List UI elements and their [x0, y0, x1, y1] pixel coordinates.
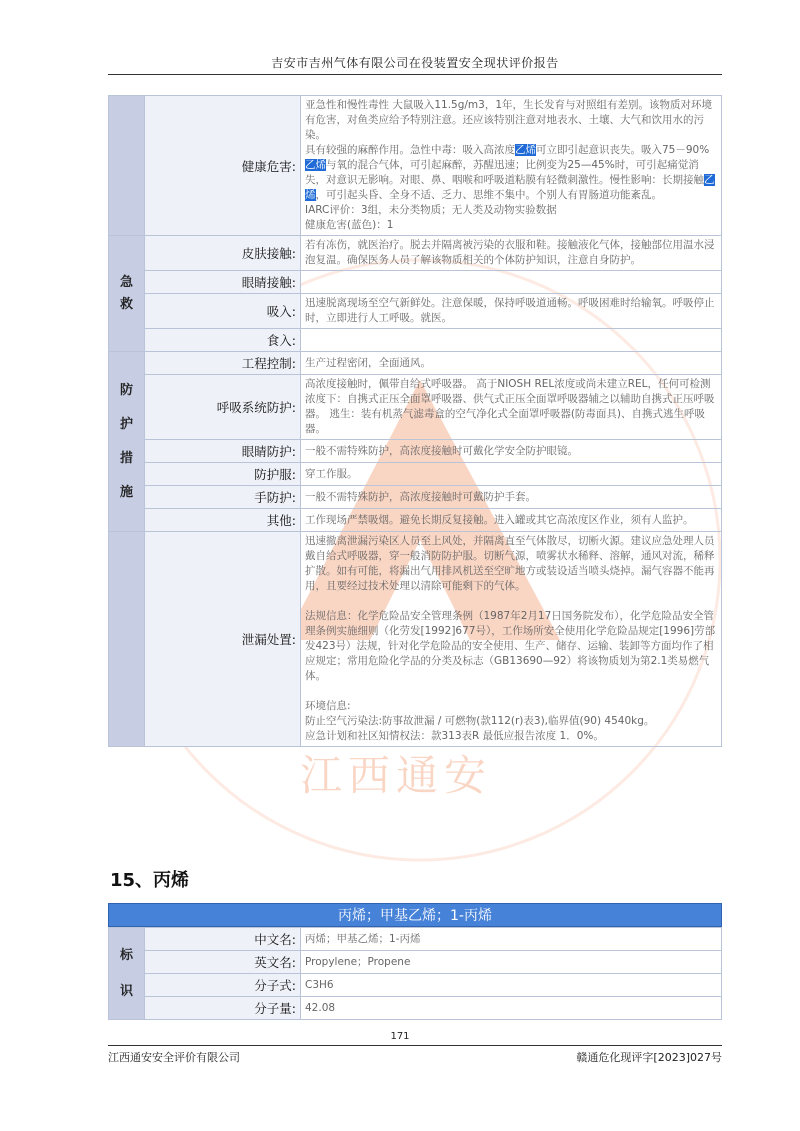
health-p2-b: 可立即引起意识丧失。吸入75－90% — [536, 144, 710, 156]
id-row-1 — [109, 928, 722, 951]
respiratory-protection-label: 呼吸系统防护: — [145, 375, 301, 440]
protection-row-1 — [109, 352, 722, 375]
protection-row-6 — [109, 509, 722, 532]
id-cat-char: 标 — [119, 947, 133, 963]
other-protection-value: 工作现场严禁吸烟。避免长期反复接触。进入罐或其它高浓度区作业，须有人监护。 — [301, 509, 722, 532]
first-aid-row-4 — [109, 329, 722, 352]
propylene-table-header: 丙烯；甲基乙烯；1-丙烯 — [108, 903, 722, 927]
first-aid-row-1 — [109, 236, 722, 271]
eye-contact-value — [301, 271, 722, 294]
health-p2-c: 与氧的混合气体，可引起麻醉，苏醒迅速；比例变为25—45%时，可引起痛觉消失，对意识无影响。对眼、鼻、咽喉和呼吸道粘膜有轻微刺激性。慢性影响：长期接触 — [305, 159, 704, 186]
hand-protection-value: 一般不需特殊防护，高浓度接触时可戴防护手套。 — [301, 486, 722, 509]
protection-cat-char: 护 — [119, 416, 133, 432]
spill-category-cell — [109, 532, 145, 747]
formula-label: 分子式: — [145, 974, 301, 997]
spill-row — [109, 532, 722, 747]
english-name-value: Propylene；Propene — [301, 951, 722, 974]
english-name-label: 英文名: — [145, 951, 301, 974]
first-aid-category — [109, 236, 145, 352]
skin-contact-value: 若有冻伤，就医治疗。脱去并隔离被污染的衣服和鞋。接触液化气体，接触部位用温水浸泡复温。确保医务人员了解该物质相关的个体防护知识，注意自身防护。 — [301, 236, 722, 271]
stamp-text: 江西通安 — [300, 751, 493, 800]
protection-cat-char: 防 — [119, 382, 133, 398]
header-divider — [108, 74, 722, 75]
health-category-cell — [109, 96, 145, 236]
identification-category — [109, 928, 145, 1020]
molecular-weight-value: 42.08 — [301, 997, 722, 1020]
footer-company: 江西通安安全评价有限公司 — [108, 1051, 240, 1064]
chinese-name-value: 丙烯；甲基乙烯；1-丙烯 — [301, 928, 722, 951]
protection-row-3 — [109, 440, 722, 463]
msds-table-upper — [108, 95, 722, 747]
inhalation-value: 迅速脱离现场至空气新鲜处。注意保暖，保持呼吸道通畅。呼吸困难时给输氧。呼吸停止时，立即进行人工呼吸。就医。 — [301, 294, 722, 329]
id-row-4 — [109, 997, 722, 1020]
health-p4: 健康危害(蓝色)：1 — [305, 219, 394, 231]
protective-clothing-label: 防护服: — [145, 463, 301, 486]
health-p1: 亚急性和慢性毒性 大鼠吸入11.5g/m3，1年，生长发育与对照组有差别。该物质对环境有危害，对鱼类应给予特别注意。还应该特别注意对地表水、土壤、大气和饮用水的污染。 — [305, 99, 713, 141]
chinese-name-label: 中文名: — [145, 928, 301, 951]
id-cat-char: 识 — [119, 983, 133, 999]
eye-protection-value: 一般不需特殊防护，高浓度接触时可戴化学安全防护眼镜。 — [301, 440, 722, 463]
first-aid-row-3 — [109, 294, 722, 329]
protection-row-5 — [109, 486, 722, 509]
health-p3: IARC评价：3组，未分类物质；无人类及动物实验数据 — [305, 204, 557, 216]
highlight-ethylene-3: 乙烯 — [305, 174, 715, 201]
protection-category — [109, 352, 145, 532]
spill-p3: 环境信息: — [305, 700, 351, 712]
spill-p2: 法规信息：化学危险品安全管理条例（1987年2月17日国务院发布），化学危险品安全管理条例实施细则（化劳发[1992]677号），工作场所安全使用化学危险品规定[1996]劳部发423号）法规，针对化学危险品的安全使用、生产、储存、运输、装卸等方面均作了相应规定；常用危险化学品的分类及标志（GB13690—92）将该物质划为第2.1类易燃气体。 — [305, 610, 716, 682]
spill-p4: 防止空气污染法:防事故泄漏 / 可燃物(款112(r)表3),临界值(90) 4540kg。 — [305, 715, 655, 727]
spill-value — [301, 532, 722, 747]
other-protection-label: 其他: — [145, 509, 301, 532]
eye-protection-label: 眼睛防护: — [145, 440, 301, 463]
engineering-control-label: 工程控制: — [145, 352, 301, 375]
hand-protection-label: 手防护: — [145, 486, 301, 509]
spill-p1: 迅速撤离泄漏污染区人员至上风处，并隔离直至气体散尽，切断火源。建议应急处理人员戴自给式呼吸器，穿一般消防防护服。切断气源，喷雾状水稀释、溶解，通风对流，稀释扩散。如有可能，将漏出气用排风机送至空旷地方或装设适当喷头烧掉。漏气容器不能再用，且要经过技术处理以清除可能剩下的气体。 — [305, 535, 715, 592]
molecular-weight-label: 分子量: — [145, 997, 301, 1020]
section-title: 15、丙烯 — [110, 870, 190, 891]
skin-contact-label: 皮肤接触: — [145, 236, 301, 271]
ingestion-value — [301, 329, 722, 352]
first-aid-cat-char: 救 — [119, 296, 133, 312]
id-row-2 — [109, 951, 722, 974]
protection-cat-char: 施 — [119, 484, 133, 500]
health-row — [109, 96, 722, 236]
health-p2 — [305, 143, 717, 203]
engineering-control-value: 生产过程密闭，全面通风。 — [301, 352, 722, 375]
respiratory-protection-value: 高浓度接触时，佩带自给式呼吸器。 高于NIOSH REL浓度或尚未建立REL，任何可检测浓度下：自携式正压全面罩呼吸器、供气式正压全面罩呼吸器辅之以辅助自携式正压呼吸器。 逃生：装有机蒸气滤毒盒的空气净化式全面罩呼吸器(防毒面具)、自携式逃生呼吸器。 — [301, 375, 722, 440]
highlight-ethylene-1: 乙烯 — [515, 144, 536, 156]
health-label: 健康危害: — [145, 96, 301, 236]
propylene-id-table — [108, 927, 722, 1020]
eye-contact-label: 眼睛接触: — [145, 271, 301, 294]
id-row-3 — [109, 974, 722, 997]
health-p2-a: 具有较强的麻醉作用。急性中毒：吸入高浓度 — [305, 144, 515, 156]
health-value — [301, 96, 722, 236]
first-aid-row-2 — [109, 271, 722, 294]
spill-p5: 应急计划和社区知情权法：款313表R 最低应报告浓度 1．0%。 — [305, 730, 604, 742]
ingestion-label: 食入: — [145, 329, 301, 352]
protection-cat-char: 措 — [119, 450, 133, 466]
page-number: 171 — [390, 1031, 410, 1042]
protection-row-2 — [109, 375, 722, 440]
spill-label: 泄漏处置: — [145, 532, 301, 747]
first-aid-cat-char: 急 — [119, 274, 133, 290]
formula-value: C3H6 — [301, 974, 722, 997]
footer-report-number: 赣通危化现评字[2023]027号 — [576, 1051, 722, 1064]
protection-row-4 — [109, 463, 722, 486]
protective-clothing-value: 穿工作服。 — [301, 463, 722, 486]
highlight-ethylene-2: 乙烯 — [305, 159, 326, 171]
health-p2-d: ，可引起头昏、全身不适、乏力、思维不集中。个别人有胃肠道功能紊乱。 — [315, 189, 662, 201]
page-header: 吉安市吉州气体有限公司在役装置安全现状评价报告 — [271, 56, 559, 70]
footer-divider — [108, 1045, 722, 1046]
inhalation-label: 吸入: — [145, 294, 301, 329]
